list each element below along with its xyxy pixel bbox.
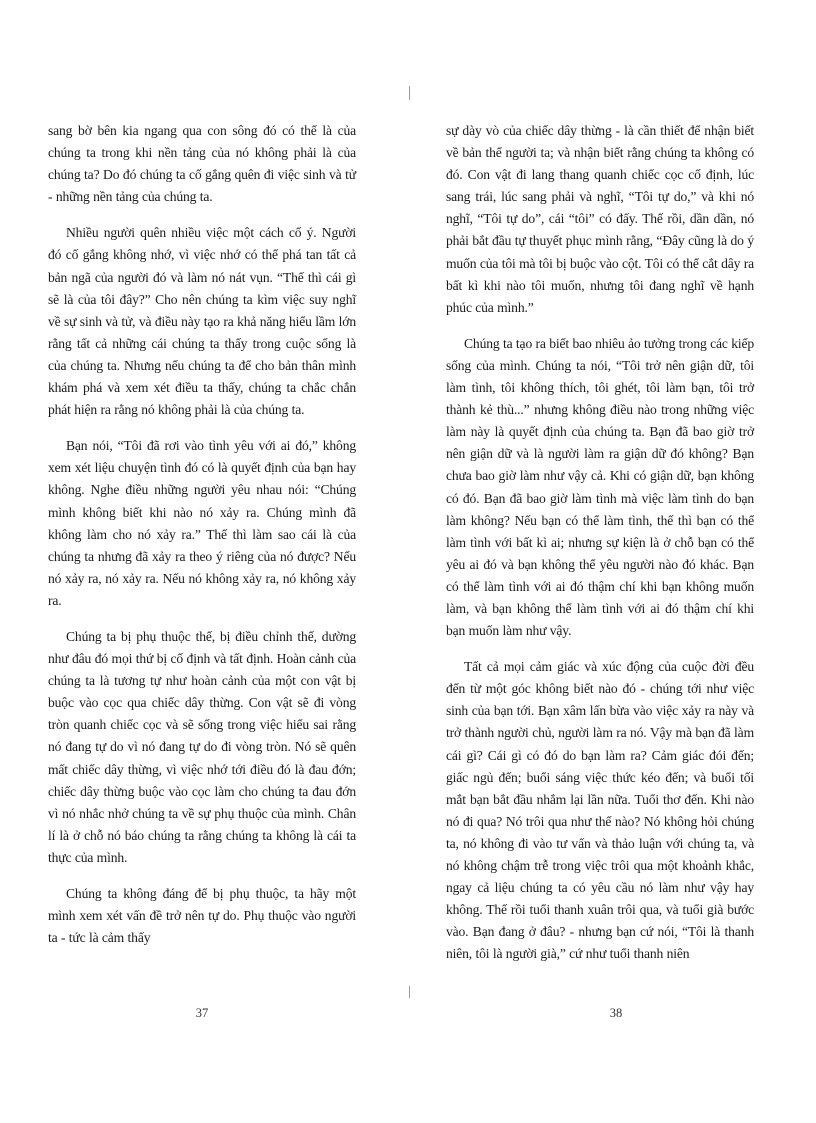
paragraph: Bạn nói, “Tôi đã rơi vào tình yêu với ai đó,” không xem xét liệu chuyện tình đó có là quyết định của bạn hay không. Nghe điều những người yêu nhau nói: “Chúng mình không biết khi nào nó xảy ra. Chúng mình đã không làm cho nó xảy ra.” Thế thì làm sao cái là của chúng ta nhưng đã xảy ra theo ý riêng của nó được? Nếu nó xảy ra, nó xảy ra. Nếu nó không xảy ra, nó không xảy ra. — [48, 438, 356, 608]
left-page-text — [48, 120, 356, 963]
gutter-mark-bottom — [409, 986, 410, 998]
paragraph: Chúng ta không đáng để bị phụ thuộc, ta hãy một mình xem xét vấn đề trở nên tự do. Phụ thuộc vào người ta - tức là cảm thấy — [48, 886, 356, 946]
paragraph: Nhiều người quên nhiều việc một cách cố ý. Người đó cố gắng không nhớ, vì việc nhớ có thể phá tan tất cả bản ngã của người đó và làm nó nát vụn. “Thế thì cái gì sẽ là của tôi đây?” Cho nên chúng ta kìm việc suy nghĩ về sự sinh và tử, và điều này tạo ra khả năng hiểu lầm lớn rằng tất cả những cái chúng ta thấy trong cuộc sống là của chúng ta. Nhưng nếu chúng ta để cho bản thân mình khám phá và xem xét điều ta thấy, chúng ta chắc chắn phát hiện ra rằng nó không phải là của chúng ta. — [48, 225, 356, 418]
page-number-right: 38 — [609, 1006, 623, 1020]
paragraph: sự dày vò của chiếc dây thừng - là cần thiết để nhận biết về bản thể người ta; và nhận biết rằng chúng ta không có đó. Con vật đi lang thang quanh chiếc cọc cố định, lúc sang trái, lúc sang phải và nghĩ, “Tôi tự do,” và khi nó nghĩ, “Tôi tự do”, cái “tôi” có đấy. Thế rồi, dần dần, nó phải bắt đầu tự thuyết phục mình rằng, “Đây cũng là do ý muốn của tôi mà tôi bị buộc vào cột. Tôi có thể cắt dây ra bất kì khi nào tôi muốn, nhưng tôi đang nghĩ về hạnh phúc của mình.” — [446, 123, 754, 315]
page-number-left: 37 — [195, 1006, 209, 1020]
right-page-text — [446, 120, 754, 979]
paragraph: Tất cả mọi cảm giác và xúc động của cuộc đời đều đến từ một góc không biết nào đó - chúng tới như việc sinh của bạn tới. Bạn xâm lấn bừa vào việc xảy ra này và trở thành người chủ, người làm ra nó. Vậy mà bạn đã làm cái gì? Cái gì có đó do bạn làm ra? Cảm giác đói đến; giấc ngủ đến; buổi sáng việc thức kéo đến; và buổi tối mắt bạn bắt đầu nhắm lại lần nữa. Tuổi thơ đến. Khi nào nó đi qua? Nó trôi qua như thế nào? Nó không hỏi chúng ta, nó không đi vào tư vấn và thảo luận với chúng ta, và nó không chậm trễ trong việc trôi qua một khoảnh khắc, ngay cả liệu chúng ta có yêu cầu nó làm như vậy hay không. Thế rồi tuổi thanh xuân trôi qua, và tuổi già bước vào. Bạn đang ở đâu? - nhưng bạn cứ nói, “Tôi là thanh niên, tôi là người già,” cứ như tuổi thanh niên — [446, 659, 754, 962]
paragraph: Chúng ta bị phụ thuộc thế, bị điều chỉnh thế, dường như đâu đó mọi thứ bị cố định và tất định. Hoàn cảnh của chúng ta là tương tự như hoàn cảnh của một con vật bị buộc vào cọc qua chiếc dây thừng. Con vật sẽ đi vòng tròn quanh chiếc cọc và sẽ sống trong việc hiểu sai rằng nó đang tự do vì nó đang tự do đi vòng tròn. Nó sẽ quên mất chiếc dây thừng, vì việc nhớ tới điều đó là đau đớn; chiếc dây thừng buộc vào cọc làm cho chúng ta đau đớn vì nó nhắc nhở chúng ta về sự phụ thuộc của mình. Chân lí là ở chỗ nó báo chúng ta rằng chúng ta không là cái ta thực của mình. — [48, 628, 356, 865]
gutter-mark-top — [409, 86, 410, 100]
paragraph: sang bờ bên kia ngang qua con sông đó có thể là của chúng ta trong khi nền tảng của nó không phải là của chúng ta? Do đó chúng ta cố gắng quên đi việc sinh và tử - những nền tảng của chúng ta. — [48, 123, 356, 205]
paragraph: Chúng ta tạo ra biết bao nhiêu ảo tưởng trong các kiếp sống của mình. Chúng ta nói, “Tôi trở nên giận dữ, tôi làm tình, tôi không thích, tôi ghét, tôi làm bạn, tôi trở thành kẻ thù...” nhưng không điều nào trong những việc làm này là quyết định của chúng ta. Bạn đã bao giờ trở nên giận dữ và là người làm ra giận dữ đó không? Bạn chưa bao giờ làm như vậy cả. Khi có giận dữ, bạn không có đó. Bạn đã bao giờ làm tình mà việc làm tình do bạn làm không? Nếu bạn có thể làm tình, thế thì bạn có thể làm tình với bất kì ai; nhưng sự kiện là ở chỗ bạn có thể yêu ai đó và bạn không thể yêu người nào đó khác. Bạn có thể làm tình với ai đó thậm chí khi bạn không muốn làm, và bạn không thể làm tình với ai đó thậm chí khi bạn muốn làm như vậy. — [446, 335, 754, 639]
